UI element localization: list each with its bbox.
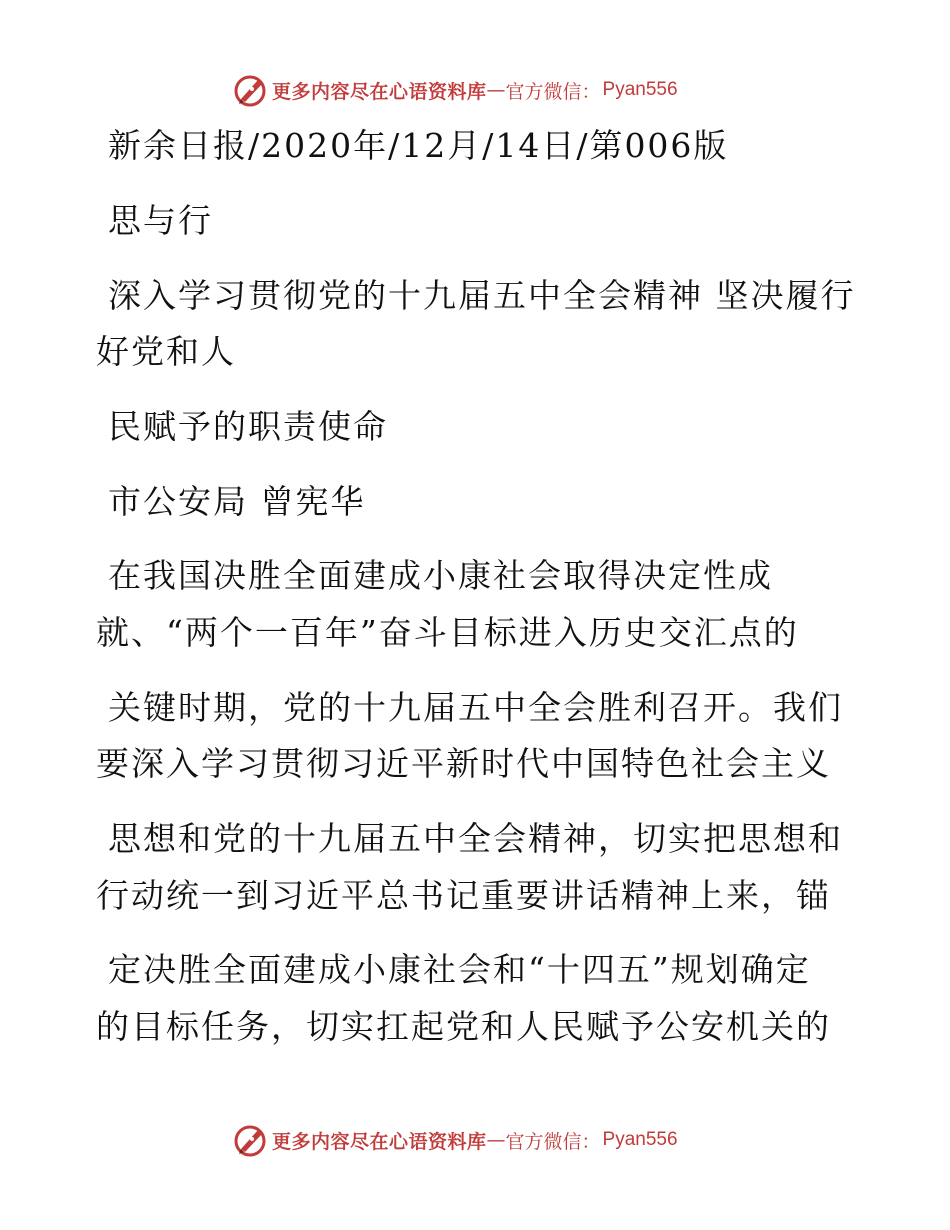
source-line: 新余日报/2020年/12月/14日/第006版: [108, 126, 729, 165]
pen-logo-icon: [232, 72, 268, 108]
banner-separator: —: [486, 1129, 506, 1151]
banner-wechat-label: 官方微信：: [505, 80, 601, 103]
title-line: 民赋予的职责使命: [108, 407, 388, 446]
banner-site-text: 更多内容尽在心语资料库: [272, 1130, 487, 1153]
body-line: 思想和党的十九届五中全会精神，切实把思想和: [108, 819, 843, 858]
column-name: 思与行: [108, 201, 213, 240]
footer-banner: [232, 1120, 752, 1160]
body-line: 定决胜全面建成小康社会和“十四五”规划确定: [108, 950, 811, 989]
body-line: 关键时期，党的十九届五中全会胜利召开。我们: [108, 688, 843, 727]
body-line: 的目标任务，切实扛起党和人民赋予公安机关的: [96, 1007, 831, 1046]
byline: 市公安局 曾宪华: [108, 482, 366, 521]
header-banner: [232, 70, 752, 110]
body-line: 行动统一到习近平总书记重要讲话精神上来，锚: [96, 876, 831, 915]
banner-wechat-label: 官方微信：: [505, 1130, 601, 1153]
body-line: 要深入学习贯彻习近平新时代中国特色社会主义: [96, 744, 831, 783]
body-line: 在我国决胜全面建成小康社会取得决定性成: [108, 556, 773, 595]
banner-site-text: 更多内容尽在心语资料库: [272, 80, 487, 103]
title-line: 深入学习贯彻党的十九届五中全会精神 坚决履行: [108, 276, 856, 315]
banner-wechat-handle: Pyan556: [602, 1129, 678, 1150]
title-line: 好党和人: [96, 332, 236, 371]
body-line: 就、“两个一百年”奋斗目标进入历史交汇点的: [96, 613, 799, 652]
banner-separator: —: [486, 79, 506, 101]
banner-wechat-handle: Pyan556: [602, 79, 678, 100]
pen-logo-icon: [232, 1122, 268, 1158]
